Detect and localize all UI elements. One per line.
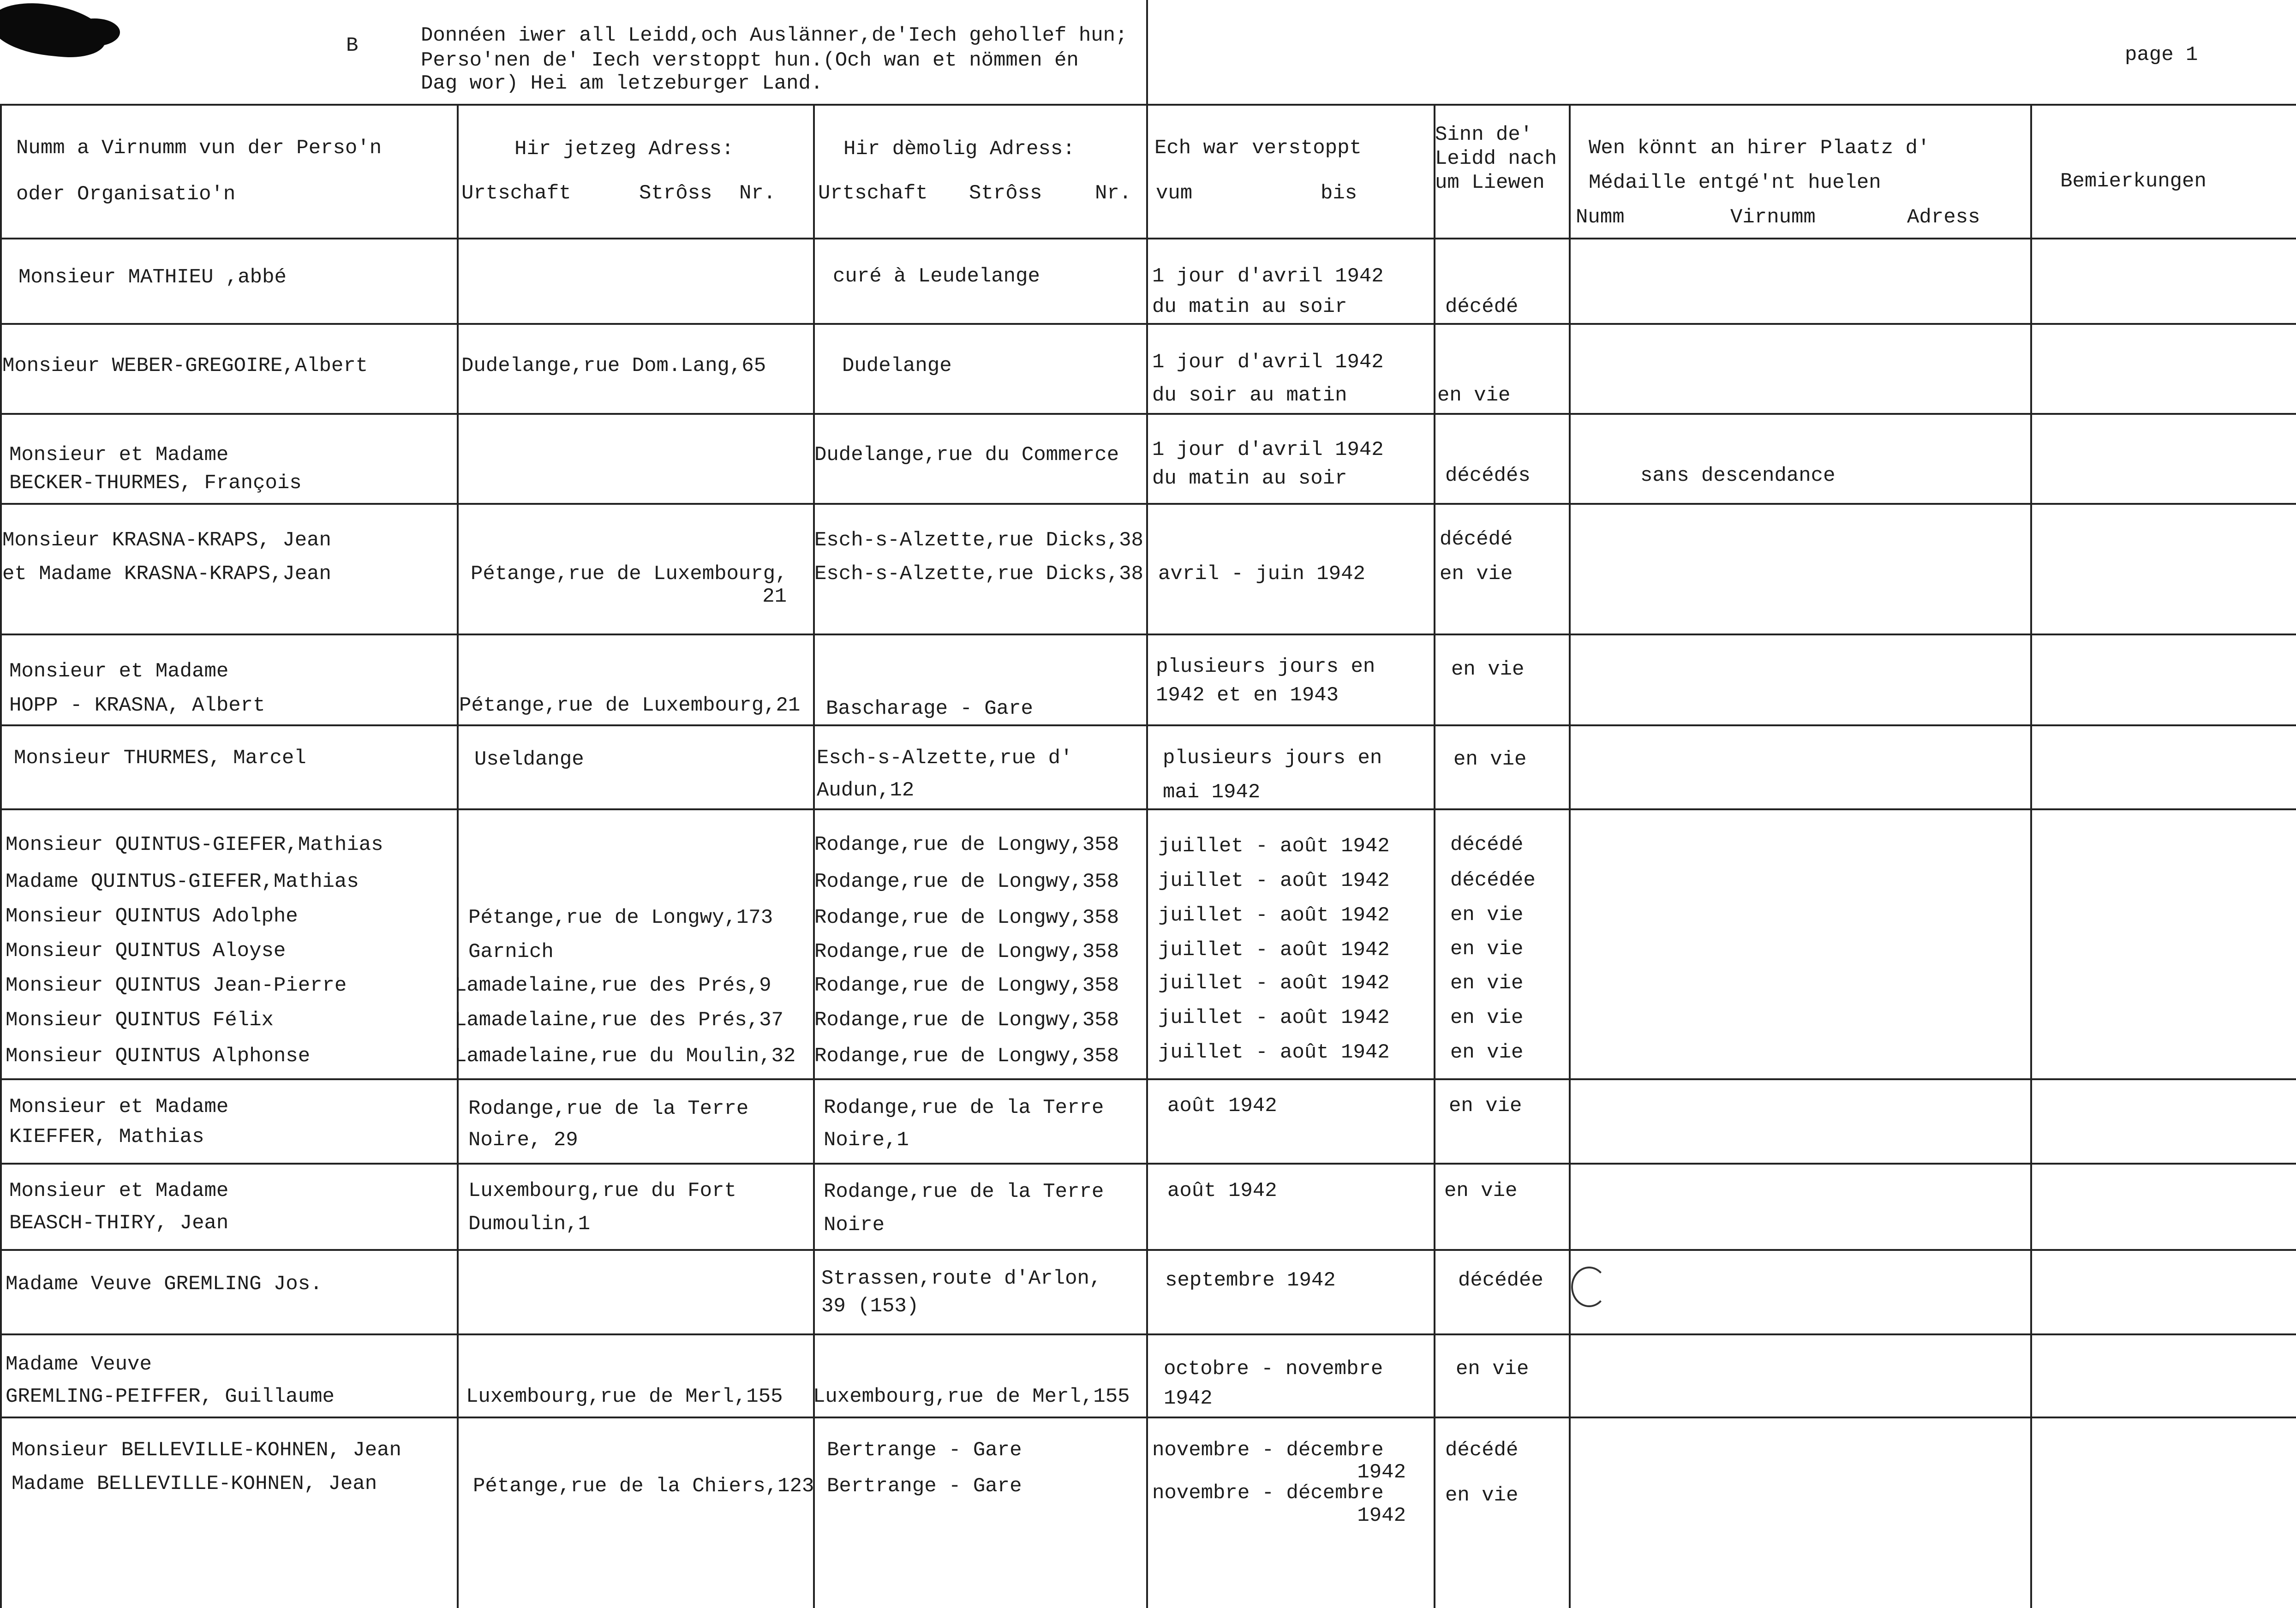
- subheader-town: Urtschaft: [461, 182, 571, 205]
- row-rule: [0, 1417, 2296, 1418]
- former-address: Esch-s-Alzette,rue d': [817, 747, 1073, 770]
- row-rule: [0, 634, 2296, 635]
- former-address: Audun,12: [817, 779, 915, 802]
- person-name: Monsieur et Madame: [9, 443, 229, 466]
- former-address: Rodange,rue de Longwy,358: [814, 906, 1119, 929]
- former-address: Rodange,rue de Longwy,358: [814, 1045, 1119, 1068]
- hidden-period: juillet - août 1942: [1158, 904, 1390, 927]
- intro-line: Donnéen iwer all Leidd,och Auslänner,de'Iech gehollef hun;: [421, 24, 1128, 47]
- column-header-current-address: Hir jetzeg Adress:: [514, 137, 734, 161]
- status: décédé: [1445, 1439, 1519, 1462]
- hidden-period: juillet - août 1942: [1158, 869, 1390, 892]
- current-address: Noire, 29: [468, 1129, 578, 1152]
- status: en vie: [1445, 1484, 1519, 1507]
- person-name: Monsieur et Madame: [9, 660, 229, 683]
- status: en vie: [1450, 938, 1524, 961]
- person-name: Madame BELLEVILLE-KOHNEN, Jean: [12, 1472, 377, 1495]
- column-rule: [457, 104, 459, 1608]
- current-address: Dumoulin,1: [468, 1213, 591, 1236]
- status: en vie: [1440, 562, 1513, 586]
- current-address: Rodange,rue de la Terre: [468, 1097, 749, 1120]
- row-rule: [0, 1163, 2296, 1165]
- column-header-alive: Leidd nach: [1435, 147, 1557, 170]
- intro-line: Dag wor) Hei am letzeburger Land.: [421, 72, 823, 95]
- hidden-period: juillet - août 1942: [1158, 972, 1390, 995]
- former-address: Rodange,rue de Longwy,358: [814, 940, 1119, 963]
- hidden-period: août 1942: [1167, 1179, 1277, 1202]
- hidden-period: 1 jour d'avril 1942: [1152, 265, 1384, 288]
- hidden-period: 1942: [1164, 1387, 1213, 1410]
- medal-recipient: sans descendance: [1640, 464, 1836, 487]
- subheader-firstname: Virnumm: [1730, 206, 1816, 229]
- row-rule: [0, 413, 2296, 415]
- former-address: Bascharage - Gare: [826, 697, 1033, 720]
- hidden-period: juillet - août 1942: [1158, 835, 1390, 858]
- hidden-period: 1 jour d'avril 1942: [1152, 438, 1384, 461]
- row-rule: [0, 503, 2296, 505]
- ink-blot: [69, 18, 120, 46]
- hidden-period: du matin au soir: [1152, 467, 1347, 490]
- column-header-hidden: Ech war verstoppt: [1154, 137, 1362, 160]
- current-address: Pétange,rue de la Chiers,123: [473, 1475, 814, 1498]
- current-address: Lamadelaine,rue des Prés,37: [454, 1009, 783, 1032]
- subheader-surname: Numm: [1576, 206, 1625, 229]
- header-rule: [0, 238, 2296, 239]
- former-address: curé à Leudelange: [833, 265, 1040, 288]
- status: en vie: [1453, 748, 1527, 771]
- status: décédé: [1445, 295, 1519, 318]
- hidden-period: avril - juin 1942: [1158, 562, 1365, 586]
- person-name: KIEFFER, Mathias: [9, 1125, 204, 1148]
- status: en vie: [1450, 972, 1524, 995]
- current-address: Luxembourg,rue du Fort: [468, 1179, 736, 1202]
- current-address: Lamadelaine,rue du Moulin,32: [454, 1045, 796, 1068]
- hidden-period: du soir au matin: [1152, 384, 1347, 407]
- column-rule: [2030, 104, 2032, 1608]
- column-header-alive: um Liewen: [1435, 171, 1545, 194]
- person-name: BEASCH-THIRY, Jean: [9, 1212, 229, 1235]
- status: en vie: [1451, 658, 1525, 681]
- hidden-period: du matin au soir: [1152, 295, 1347, 318]
- table-border: [0, 104, 2296, 106]
- former-address: Rodange,rue de la Terre: [824, 1096, 1104, 1119]
- hidden-period: mai 1942: [1163, 781, 1261, 804]
- current-address: Garnich: [468, 940, 554, 963]
- page-number: page 1: [2125, 43, 2198, 66]
- person-name: Monsieur KRASNA-KRAPS, Jean: [2, 529, 331, 552]
- status: décédé: [1450, 833, 1524, 856]
- row-rule: [0, 1078, 2296, 1080]
- person-name: et Madame KRASNA-KRAPS,Jean: [2, 562, 331, 586]
- person-name: Monsieur QUINTUS Aloyse: [6, 939, 286, 962]
- former-address: Esch-s-Alzette,rue Dicks,38: [814, 562, 1143, 586]
- former-address: Strassen,route d'Arlon,: [821, 1267, 1102, 1290]
- hidden-period: novembre - décembre: [1152, 1482, 1384, 1505]
- row-rule: [0, 808, 2296, 810]
- status: décédés: [1445, 464, 1531, 487]
- column-header-alive: Sinn de': [1435, 123, 1533, 146]
- person-name: Monsieur THURMES, Marcel: [14, 747, 306, 770]
- column-rule: [0, 104, 2, 1608]
- hidden-period: 1942 et en 1943: [1156, 684, 1339, 707]
- current-address: Pétange,rue de Longwy,173: [468, 906, 773, 929]
- subheader-to: bis: [1321, 182, 1357, 205]
- former-address: Rodange,rue de Longwy,358: [814, 1009, 1119, 1032]
- hidden-period: plusieurs jours en: [1156, 655, 1375, 678]
- person-name: Monsieur QUINTUS Alphonse: [6, 1045, 311, 1068]
- person-name: GREMLING-PEIFFER, Guillaume: [6, 1385, 335, 1408]
- person-name: HOPP - KRASNA, Albert: [9, 694, 265, 717]
- column-header-name: oder Organisatio'n: [16, 183, 236, 206]
- current-address: Useldange: [474, 748, 584, 771]
- column-rule: [1569, 104, 1571, 1608]
- person-name: Madame Veuve GREMLING Jos.: [6, 1273, 323, 1296]
- status: en vie: [1444, 1179, 1518, 1202]
- status: décédée: [1458, 1269, 1543, 1292]
- former-address: Luxembourg,rue de Merl,155: [813, 1385, 1130, 1408]
- subheader-street: Strôss: [969, 182, 1042, 205]
- hidden-period: septembre 1942: [1165, 1269, 1336, 1292]
- hidden-period: 1942: [1357, 1461, 1406, 1484]
- person-name: Monsieur MATHIEU ,abbé: [18, 266, 287, 289]
- row-rule: [0, 1333, 2296, 1335]
- person-name: Monsieur QUINTUS Félix: [6, 1009, 274, 1032]
- subheader-number: Nr.: [1095, 182, 1132, 205]
- status: en vie: [1456, 1357, 1529, 1381]
- hidden-period: 1 jour d'avril 1942: [1152, 351, 1384, 374]
- column-rule: [1146, 0, 1148, 1608]
- column-header-medal: Wen könnt an hirer Plaatz d': [1589, 137, 1930, 160]
- row-rule: [0, 1249, 2296, 1251]
- person-name: Monsieur QUINTUS-GIEFER,Mathias: [6, 833, 383, 856]
- row-rule: [0, 323, 2296, 325]
- section-letter: B: [346, 34, 359, 57]
- person-name: Monsieur WEBER-GREGOIRE,Albert: [2, 354, 368, 377]
- column-header-former-address: Hir dèmolig Adress:: [843, 137, 1075, 161]
- person-name: Madame Veuve: [6, 1353, 152, 1376]
- current-address: Pétange,rue de Luxembourg,21: [459, 694, 801, 717]
- column-header-name: Numm a Virnumm vun der Perso'n: [16, 137, 382, 160]
- status: décédée: [1450, 869, 1536, 892]
- former-address: Noire: [824, 1213, 885, 1237]
- former-address: Rodange,rue de Longwy,358: [814, 833, 1119, 856]
- hidden-period: 1942: [1357, 1504, 1406, 1527]
- person-name: BECKER-THURMES, François: [9, 472, 302, 495]
- subheader-street: Strôss: [639, 182, 712, 205]
- subheader-from: vum: [1156, 182, 1193, 205]
- former-address: Rodange,rue de Longwy,358: [814, 870, 1119, 893]
- current-address: 21: [762, 585, 787, 608]
- status: décédé: [1440, 528, 1513, 551]
- person-name: Monsieur QUINTUS Adolphe: [6, 905, 298, 928]
- hidden-period: juillet - août 1942: [1158, 1006, 1390, 1029]
- current-address: Pétange,rue de Luxembourg,: [471, 562, 788, 586]
- status: en vie: [1437, 384, 1511, 407]
- former-address: Bertrange - Gare: [827, 1439, 1022, 1462]
- former-address: Rodange,rue de Longwy,358: [814, 974, 1119, 997]
- status: en vie: [1450, 903, 1524, 927]
- status: en vie: [1449, 1094, 1522, 1118]
- hidden-period: octobre - novembre: [1164, 1357, 1383, 1381]
- subheader-address: Adress: [1907, 206, 1980, 229]
- hidden-period: août 1942: [1167, 1094, 1277, 1118]
- current-address: Luxembourg,rue de Merl,155: [466, 1385, 783, 1408]
- column-header-remarks: Bemierkungen: [2060, 170, 2206, 193]
- former-address: 39 (153): [821, 1295, 919, 1318]
- pen-mark: [1571, 1267, 1607, 1307]
- column-rule: [1434, 104, 1435, 1608]
- hidden-period: plusieurs jours en: [1163, 747, 1382, 770]
- hidden-period: novembre - décembre: [1152, 1439, 1384, 1462]
- column-header-medal: Médaille entgé'nt huelen: [1589, 171, 1881, 194]
- current-address: Dudelange,rue Dom.Lang,65: [461, 354, 766, 377]
- person-name: Monsieur QUINTUS Jean-Pierre: [6, 974, 347, 997]
- former-address: Dudelange,rue du Commerce: [814, 443, 1119, 466]
- person-name: Monsieur et Madame: [9, 1095, 229, 1118]
- row-rule: [0, 724, 2296, 726]
- status: en vie: [1450, 1006, 1524, 1029]
- former-address: Esch-s-Alzette,rue Dicks,38: [814, 529, 1143, 552]
- person-name: Monsieur et Madame: [9, 1179, 229, 1202]
- subheader-number: Nr.: [739, 182, 776, 205]
- status: en vie: [1450, 1041, 1524, 1064]
- former-address: Rodange,rue de la Terre: [824, 1180, 1104, 1203]
- person-name: Monsieur BELLEVILLE-KOHNEN, Jean: [12, 1439, 401, 1462]
- hidden-period: juillet - août 1942: [1158, 938, 1390, 962]
- subheader-town: Urtschaft: [818, 182, 928, 205]
- intro-line: Perso'nen de' Iech verstoppt hun.(Och wan et nömmen én: [421, 49, 1079, 72]
- person-name: Madame QUINTUS-GIEFER,Mathias: [6, 870, 359, 893]
- current-address: Lamadelaine,rue des Prés,9: [454, 974, 771, 997]
- former-address: Bertrange - Gare: [827, 1475, 1022, 1498]
- former-address: Dudelange: [842, 354, 952, 377]
- former-address: Noire,1: [824, 1129, 909, 1152]
- hidden-period: juillet - août 1942: [1158, 1041, 1390, 1064]
